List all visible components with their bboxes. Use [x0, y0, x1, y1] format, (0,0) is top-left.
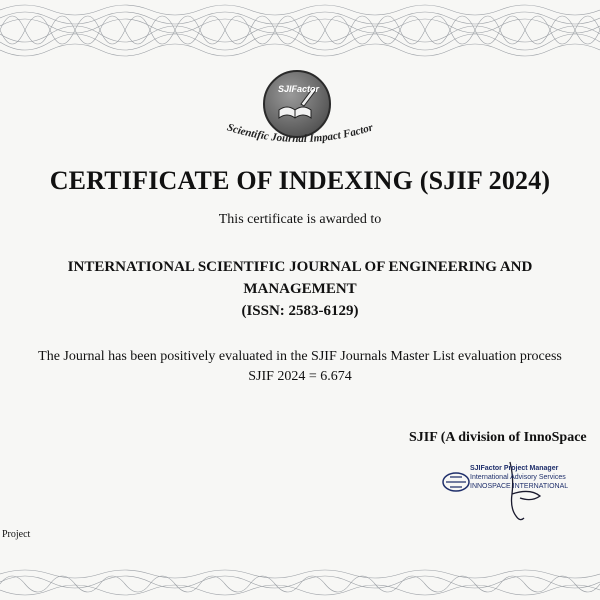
- guilloche-border-top: [0, 0, 600, 62]
- stamp-line1: SJIFactor Project Manager: [470, 465, 559, 472]
- certificate-title: CERTIFICATE OF INDEXING (SJIF 2024): [49, 166, 551, 195]
- journal-name-line1: INTERNATIONAL SCIENTIFIC JOURNAL OF ENGINEERING AND: [67, 259, 533, 275]
- stamp-text: [470, 464, 568, 491]
- stamp-line2: International Advisory Services: [470, 474, 566, 481]
- issuer-text: SJIF (A division of InnoSpace: [409, 430, 587, 445]
- project-label: Project: [2, 529, 31, 540]
- awarded-text: This certificate is awarded to: [218, 212, 382, 227]
- stamp-logo-icon: [443, 473, 469, 491]
- evaluation-block: [0, 347, 600, 387]
- stamp-line3: INNOSPACE INTERNATIONAL: [470, 483, 569, 490]
- evaluation-text: The Journal has been positively evaluated in the SJIF Journals Master List evaluation process: [38, 349, 562, 364]
- journal-name-line2: MANAGEMENT: [243, 281, 357, 297]
- svg-text:Scientific Journal Impact Fact: Scientific Journal Impact Factor: [225, 121, 375, 146]
- journal-name: [0, 256, 600, 322]
- journal-issn: (ISSN: 2583-6129): [241, 303, 359, 319]
- logo-arc-text: [195, 92, 405, 162]
- logo-badge-text: SJIFactor: [278, 84, 320, 94]
- sjif-value: SJIF 2024 = 6.674: [248, 369, 352, 384]
- guilloche-border-bottom: [0, 566, 600, 600]
